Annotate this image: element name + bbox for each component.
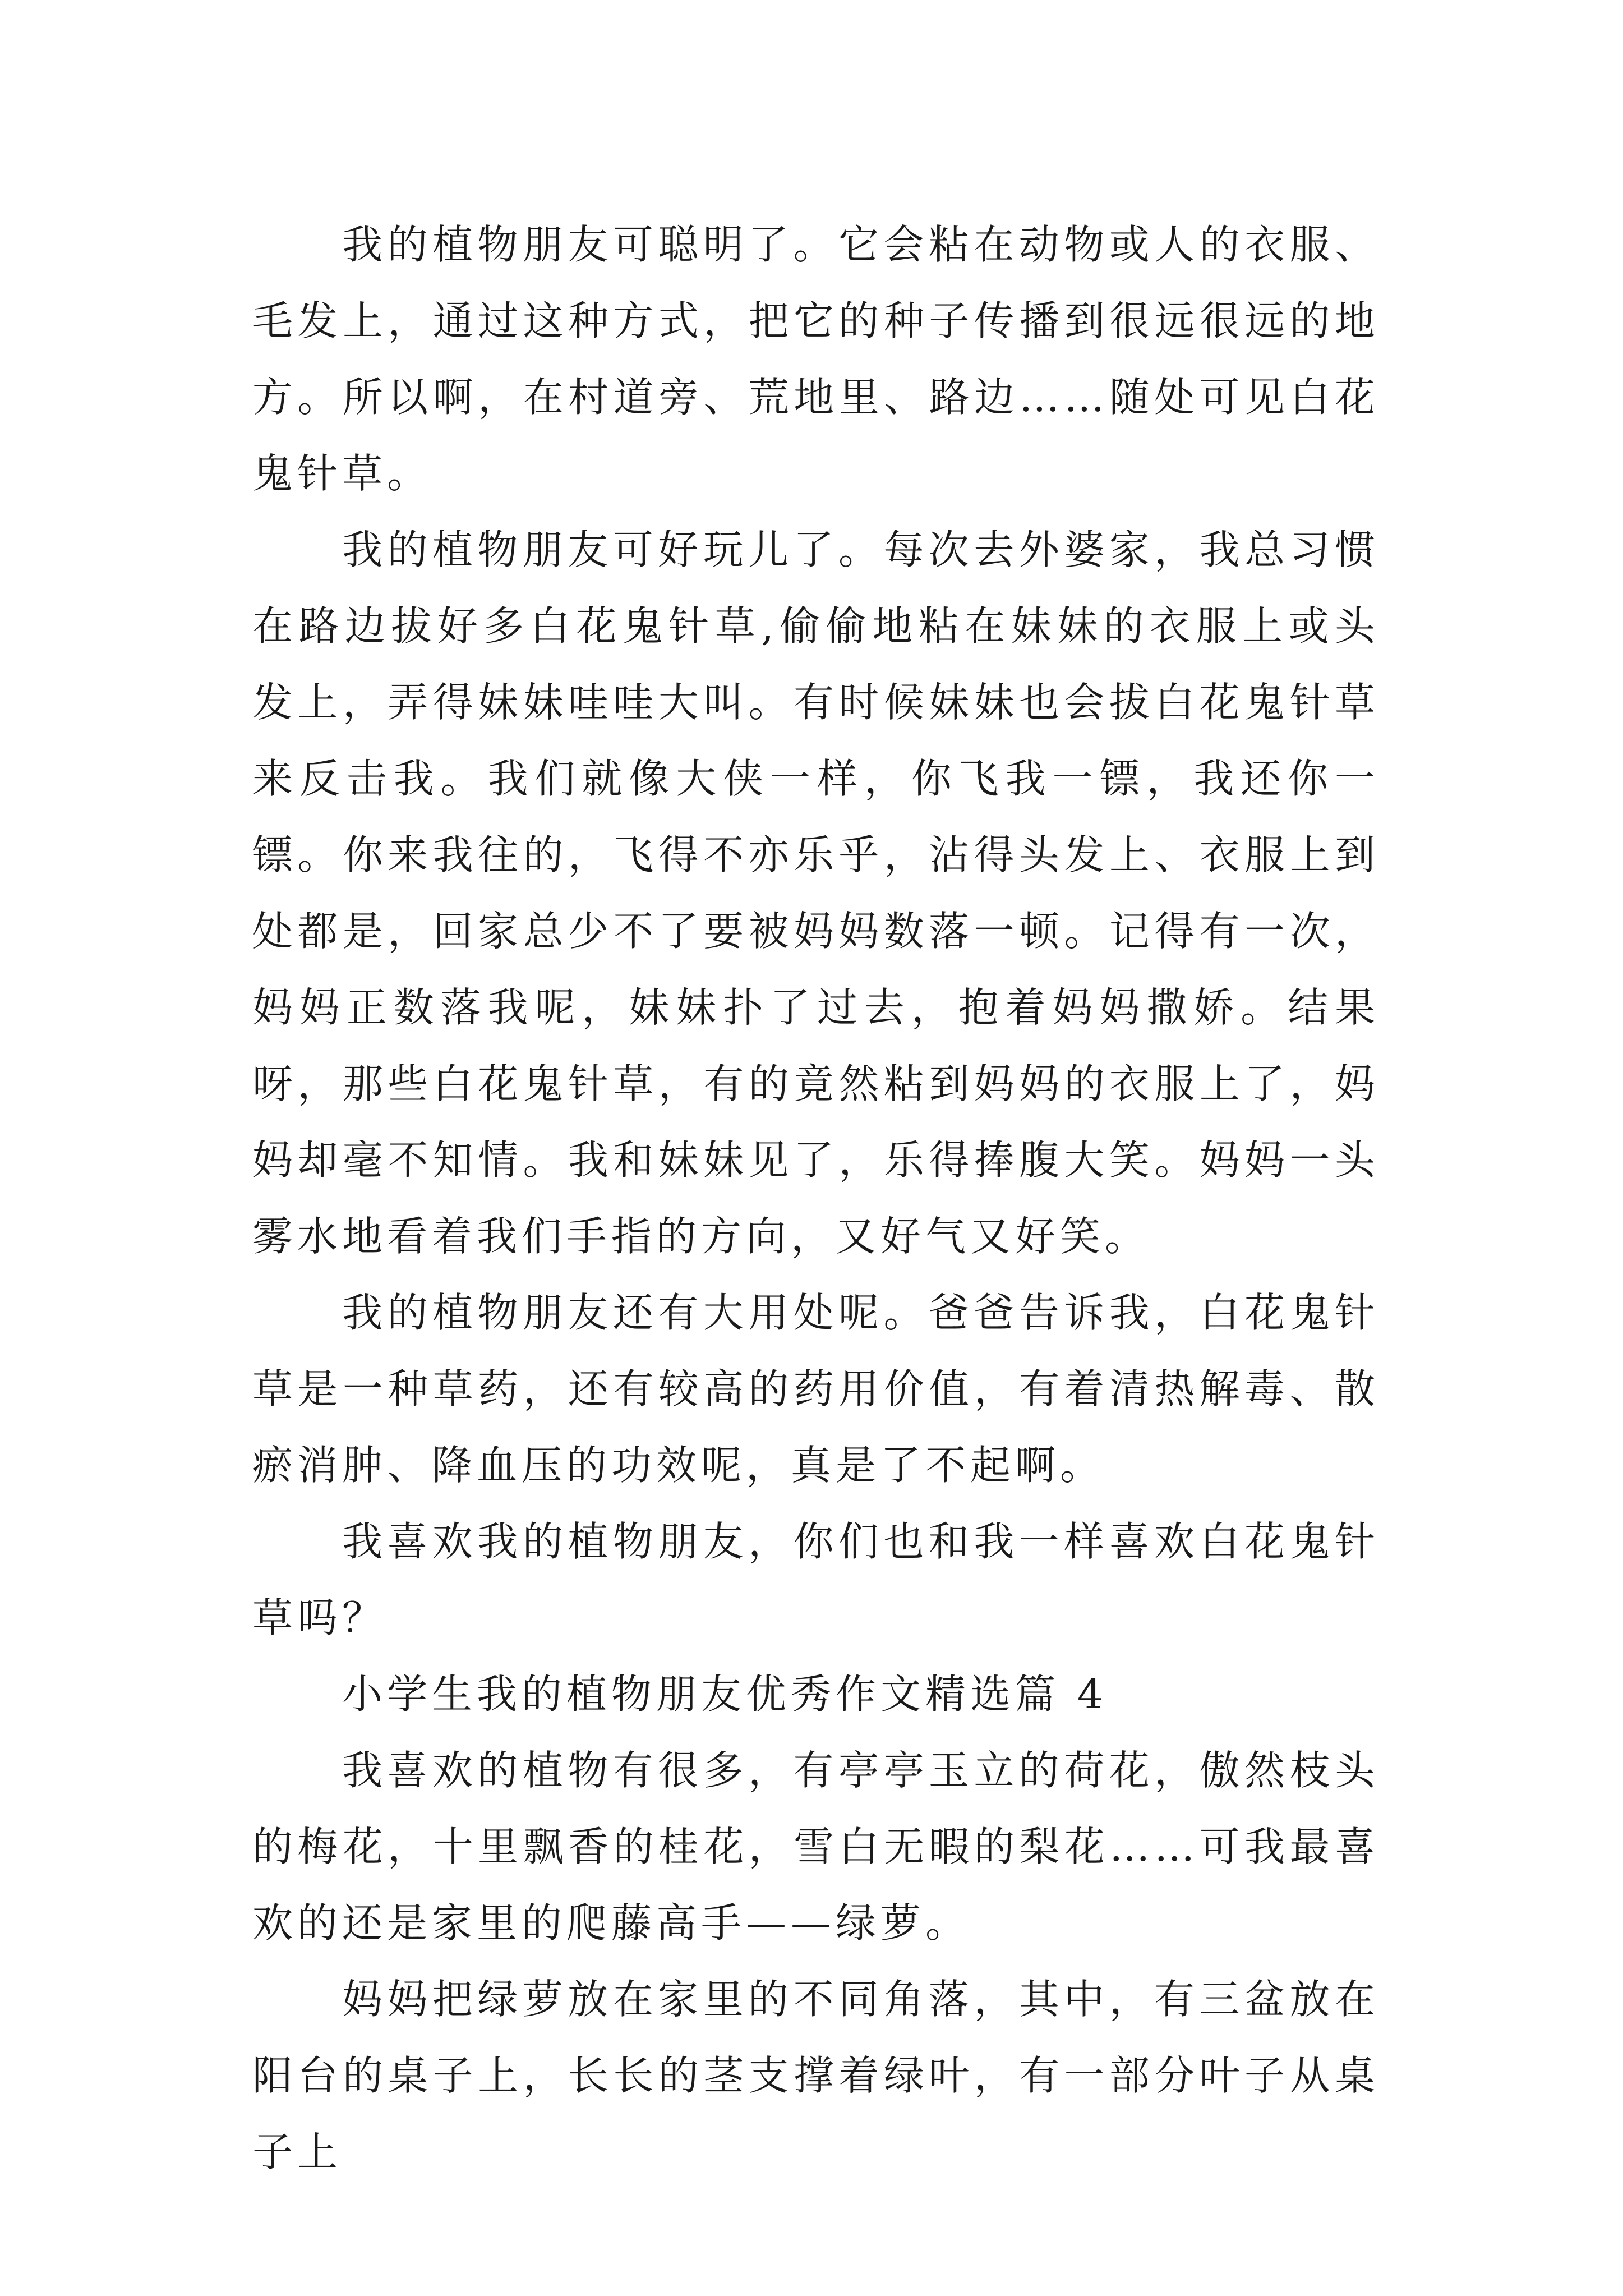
paragraph-medicinal-use: 我的植物朋友还有大用处呢。爸爸告诉我，白花鬼针草是一种草药，还有较高的药用价值，有着清热解毒、散瘀消肿、降血压的功效呢，真是了不起啊。	[252, 1289, 1380, 1489]
paragraph-playing-with-sister: 我的植物朋友可好玩儿了。每次去外婆家，我总习惯在路边拔好多白花鬼针草,偷偷地粘在妹妹的衣服上或头发上，弄得妹妹哇哇大叫。有时候妹妹也会拔白花鬼针草来反击我。我们就像大侠一样，你飞我一镖，我还你一镖。你来我往的，飞得不亦乐乎，沾得头发上、衣服上到处都是，回家总少不了要被妈妈数落一顿。记得有一次，妈妈正数落我呢，妹妹扑了过去，抱着妈妈撒娇。结果呀，那些白花鬼针草，有的竟然粘到妈妈的衣服上了，妈妈却毫不知情。我和妹妹见了，乐得捧腹大笑。妈妈一头雾水地看着我们手指的方向，又好气又好笑。	[252, 526, 1380, 1260]
section-heading: 小学生我的植物朋友优秀作文精选篇 4	[342, 1671, 1108, 1718]
document-body	[252, 206, 1380, 2190]
paragraph-favorite-plants: 我喜欢的植物有很多，有亭亭玉立的荷花，傲然枝头的梅花，十里飘香的桂花，雪白无暇的梨花……可我最喜欢的还是家里的爬藤高手——绿萝。	[252, 1747, 1380, 1947]
paragraph-closing-question: 我喜欢我的植物朋友，你们也和我一样喜欢白花鬼针草吗？	[252, 1518, 1380, 1641]
paragraph-pothos-placement: 妈妈把绿萝放在家里的不同角落，其中，有三盆放在阳台的桌子上，长长的茎支撑着绿叶，有一部分叶子从桌子上	[252, 1976, 1380, 2175]
paragraph-seed-spreading: 我的植物朋友可聪明了。它会粘在动物或人的衣服、毛发上，通过这种方式，把它的种子传播到很远很远的地方。所以啊，在村道旁、荒地里、路边……随处可见白花鬼针草。	[252, 221, 1380, 497]
